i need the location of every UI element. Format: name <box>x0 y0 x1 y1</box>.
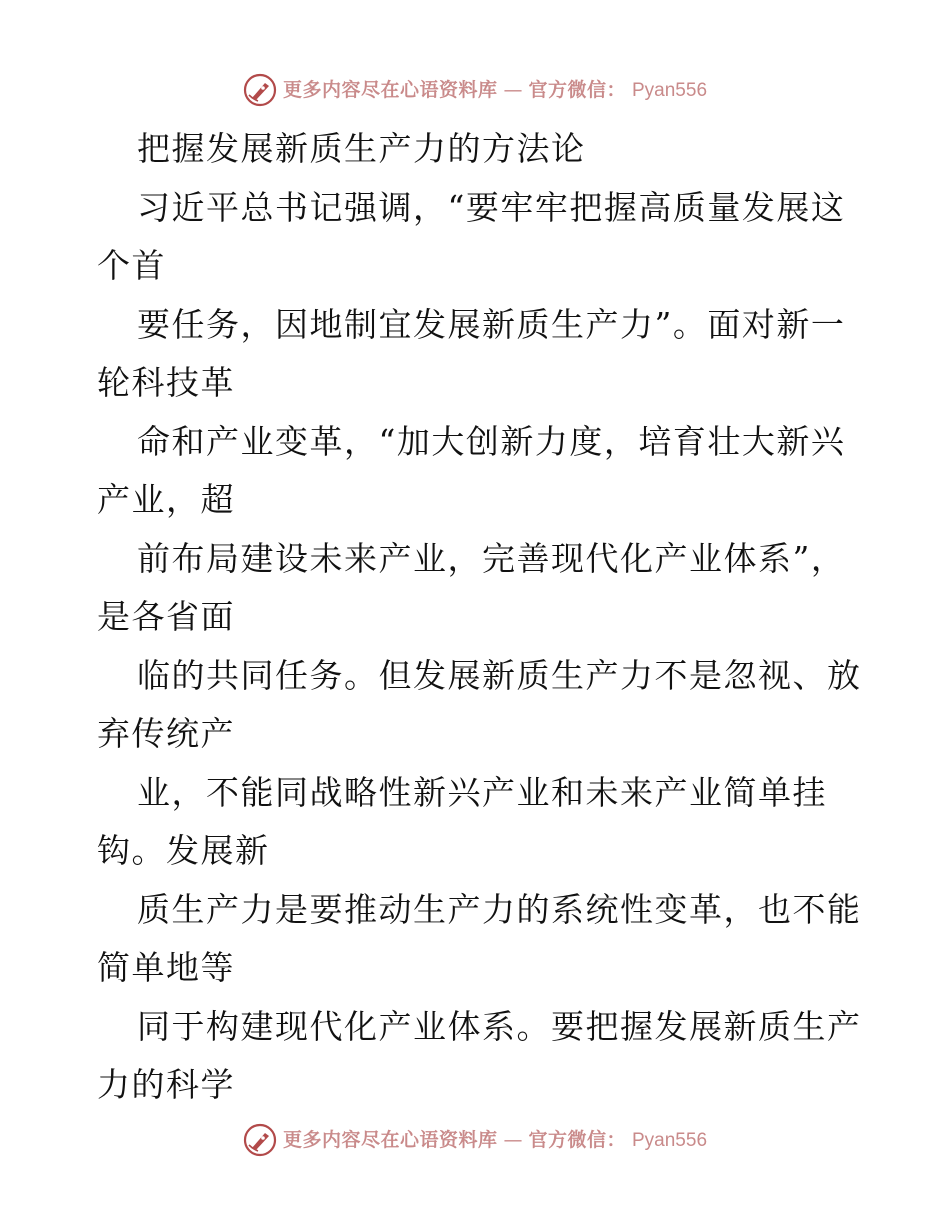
paragraph-line: 是各省面 <box>97 597 235 636</box>
paragraph-line: 钩。发展新 <box>97 831 270 870</box>
document-title: 把握发展新质生产力的方法论 <box>137 129 586 168</box>
pen-nib-logo-icon <box>243 1123 277 1157</box>
watermark-contact: 官方微信： <box>528 1128 626 1151</box>
watermark-separator: — <box>503 1128 523 1151</box>
watermark-id: Pyan556 <box>632 1129 708 1151</box>
paragraph-line: 临的共同任务。但发展新质生产力不是忽视、放 <box>137 655 862 695</box>
paragraph-line: 轮科技革 <box>97 363 235 402</box>
paragraph-line: 习近平总书记强调，“要牢牢把握高质量发展这 <box>137 187 846 227</box>
pen-nib-logo-icon <box>243 73 277 107</box>
paragraph-line: 命和产业变革，“加大创新力度，培育壮大新兴 <box>137 421 846 461</box>
watermark-contact: 官方微信： <box>528 78 626 101</box>
header-watermark <box>0 70 950 110</box>
paragraph-line: 质生产力是要推动生产力的系统性变革，也不能 <box>137 889 862 929</box>
document-body <box>97 120 862 1115</box>
paragraph-line: 要任务，因地制宜发展新质生产力”。面对新一 <box>137 304 846 344</box>
paragraph-line: 简单地等 <box>97 948 235 987</box>
paragraph-line: 个首 <box>97 246 166 285</box>
watermark-text: 更多内容尽在心语资料库 <box>282 78 498 101</box>
watermark-separator: — <box>503 78 523 101</box>
paragraph-line: 业，不能同战略性新兴产业和未来产业简单挂 <box>137 772 827 812</box>
watermark-text: 更多内容尽在心语资料库 <box>282 1128 498 1151</box>
paragraph-line: 产业，超 <box>97 480 235 519</box>
paragraph-line: 同于构建现代化产业体系。要把握发展新质生产 <box>137 1006 862 1046</box>
watermark-id: Pyan556 <box>632 79 708 101</box>
paragraph-line: 力的科学 <box>97 1065 235 1104</box>
paragraph-line: 前布局建设未来产业，完善现代化产业体系”， <box>137 538 846 578</box>
paragraph-line: 弃传统产 <box>97 714 235 753</box>
footer-watermark <box>0 1120 950 1160</box>
